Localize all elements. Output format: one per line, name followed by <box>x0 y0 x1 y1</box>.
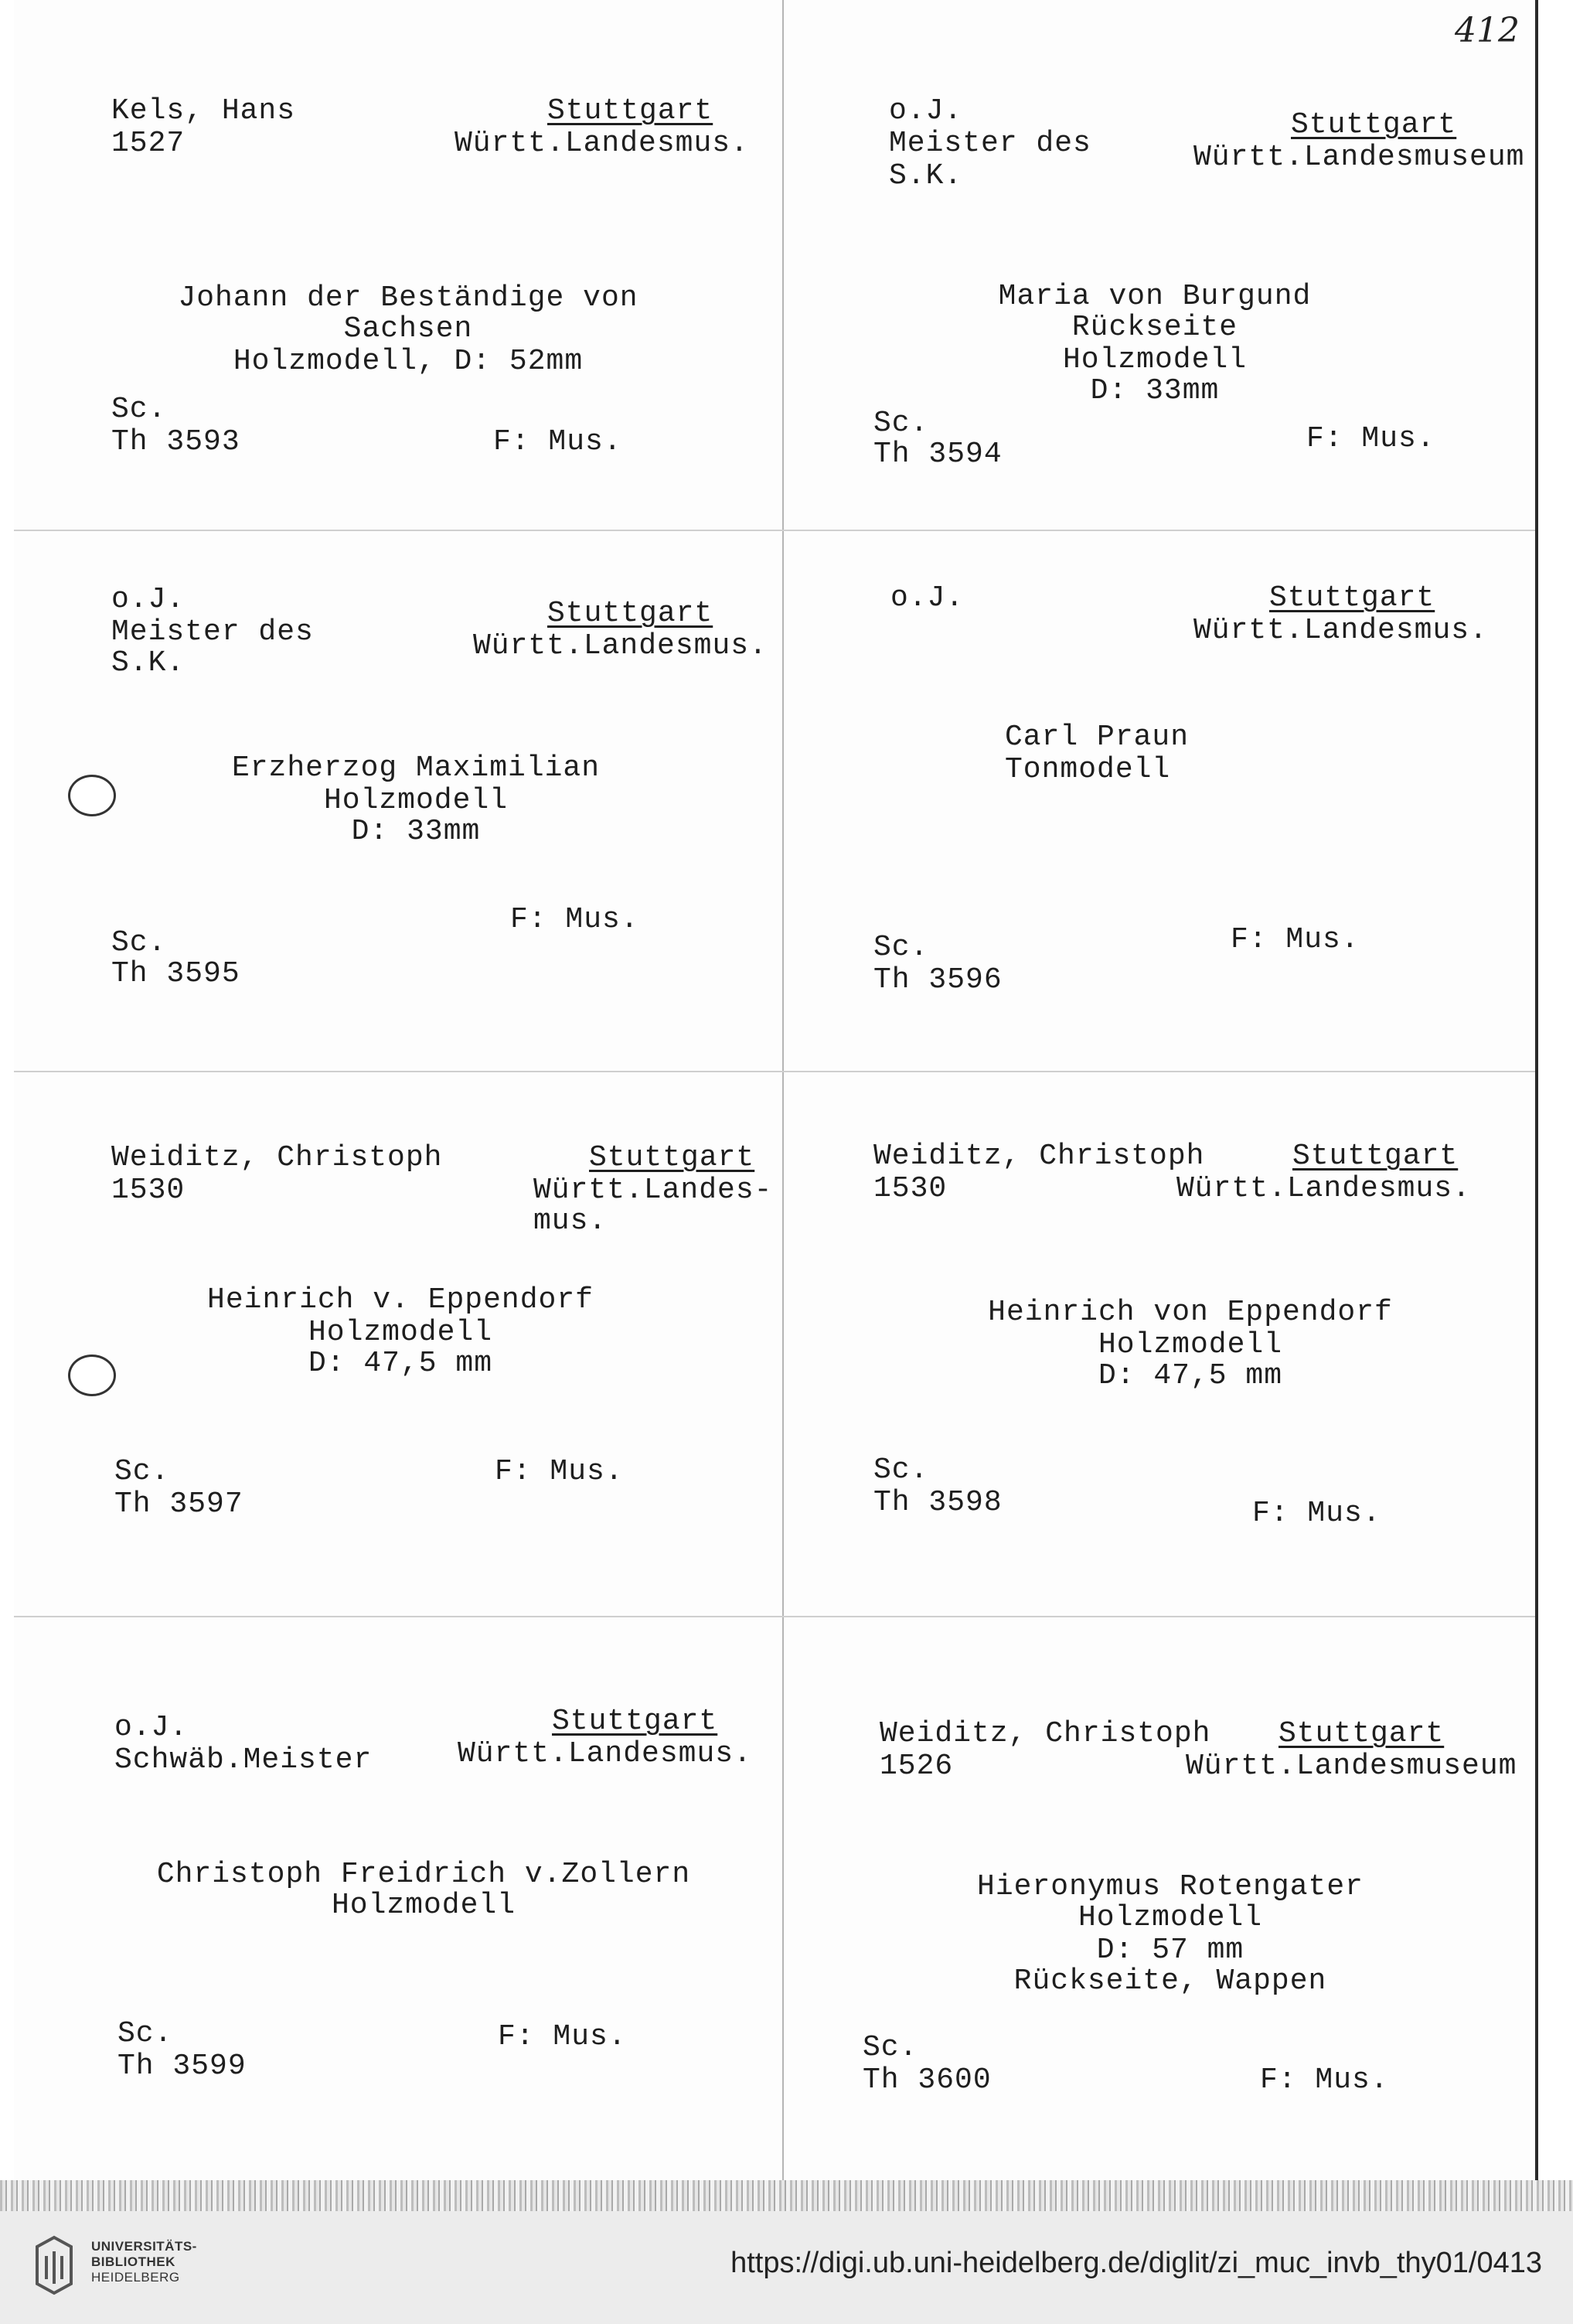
artist-line: Meister des <box>111 615 314 649</box>
catalog-card <box>784 1075 1549 1608</box>
photo-source: F: Mus. <box>1306 422 1435 455</box>
title-line: Rückseite, Wappen <box>1013 1964 1327 1998</box>
museum-label: Württ.Landesmus. <box>473 629 768 663</box>
museum-label: Württ.Landesmus. <box>458 1737 752 1770</box>
city-label: Stuttgart <box>1269 581 1435 615</box>
sc-label: Sc. <box>873 931 929 964</box>
title-line: Holzmodell <box>1078 1901 1263 1934</box>
museum-label: Württ.Landesmus. <box>455 127 749 160</box>
photo-source: F: Mus. <box>510 903 639 936</box>
date-line: o.J. <box>114 1711 189 1744</box>
library-logo-icon <box>31 2233 77 2298</box>
museum-label: mus. <box>533 1205 608 1238</box>
sc-label: Sc. <box>111 926 167 959</box>
artist-line: Weiditz, Christoph <box>880 1717 1211 1750</box>
museum-label: Württ.Landesmuseum <box>1193 141 1525 174</box>
city-label: Stuttgart <box>1291 108 1457 141</box>
city-label: Stuttgart <box>1278 1717 1445 1750</box>
city-label: Stuttgart <box>547 94 713 128</box>
title-line: Holzmodell <box>323 784 509 817</box>
title-line: Holzmodell, D: 52mm <box>233 345 584 378</box>
museum-label: Württ.Landesmuseum <box>1186 1750 1517 1783</box>
sc-label: Sc. <box>114 1455 170 1488</box>
photo-source: F: Mus. <box>1231 923 1360 956</box>
date-line: o.J. <box>111 583 186 616</box>
title-line: Holzmodell <box>1062 343 1248 377</box>
title-line: D: 33mm <box>351 815 481 848</box>
photo-source: F: Mus. <box>493 425 622 458</box>
title-line: Sachsen <box>343 312 473 346</box>
artist-line: Meister des <box>889 127 1091 160</box>
inventory-number: Th 3598 <box>873 1486 1003 1519</box>
card-divider-horizontal <box>14 1071 1537 1072</box>
date-line: 1527 <box>111 127 186 160</box>
museum-label: Württ.Landesmus. <box>1193 614 1488 647</box>
sc-label: Sc. <box>117 2017 173 2050</box>
catalog-card <box>14 1075 779 1608</box>
date-line: o.J. <box>890 581 965 615</box>
artist-line: Schwäb.Meister <box>114 1743 373 1777</box>
artist-line: Weiditz, Christoph <box>111 1141 443 1174</box>
scan-edge-strip <box>0 2180 1573 2211</box>
photo-source: F: Mus. <box>1252 1497 1381 1530</box>
photo-source: F: Mus. <box>1260 2063 1389 2097</box>
artist-line: S.K. <box>889 159 963 193</box>
handwritten-page-number: 412 <box>1455 11 1520 50</box>
photo-source: F: Mus. <box>495 1455 624 1488</box>
museum-label: Württ.Landesmus. <box>1176 1172 1471 1205</box>
title-line: D: 47,5 mm <box>1098 1359 1283 1392</box>
title-line: Heinrich von Eppendorf <box>988 1296 1393 1329</box>
title-line: Heinrich v. Eppendorf <box>207 1283 594 1317</box>
date-line: 1526 <box>880 1750 954 1783</box>
title-line: D: 33mm <box>1090 374 1220 407</box>
viewer-footer <box>0 2211 1573 2324</box>
inventory-number: Th 3594 <box>873 438 1003 471</box>
title-line: Carl Praun <box>1005 721 1190 754</box>
catalog-card <box>14 0 779 533</box>
title-line: Holzmodell <box>331 1889 516 1922</box>
title-line: Christoph Freidrich v.Zollern <box>156 1858 691 1891</box>
inventory-number: Th 3597 <box>114 1487 243 1521</box>
library-name-line: BIBLIOTHEK <box>91 2254 175 2269</box>
title-line: Tonmodell <box>1005 753 1171 786</box>
date-line: o.J. <box>889 94 963 128</box>
city-label: Stuttgart <box>589 1141 755 1174</box>
artist-line: S.K. <box>111 646 186 680</box>
title-line: D: 47,5 mm <box>308 1347 493 1380</box>
sc-label: Sc. <box>111 393 167 426</box>
date-line: 1530 <box>873 1172 948 1205</box>
sc-label: Sc. <box>863 2031 918 2064</box>
sc-label: Sc. <box>873 1453 929 1487</box>
inventory-number: Th 3596 <box>873 963 1003 997</box>
inventory-number: Th 3593 <box>111 425 240 458</box>
title-line: Rückseite <box>1071 311 1238 344</box>
library-name-line: HEIDELBERG <box>91 2270 180 2285</box>
catalog-card <box>14 1620 779 2153</box>
city-label: Stuttgart <box>1292 1140 1459 1173</box>
city-label: Stuttgart <box>547 597 713 630</box>
title-line: Johann der Beständige von <box>178 281 638 315</box>
library-name <box>91 2239 197 2285</box>
card-divider-horizontal <box>14 1616 1537 1617</box>
sc-label: Sc. <box>873 407 929 440</box>
museum-label: Württ.Landes- <box>533 1174 773 1207</box>
title-line: Holzmodell <box>1098 1328 1283 1361</box>
title-line: Hieronymus Rotengater <box>977 1870 1364 1903</box>
date-line: 1530 <box>111 1174 186 1207</box>
permalink-url[interactable]: https://digi.ub.uni-heidelberg.de/diglit/zi_muc_invb_thy01/0413 <box>730 2247 1542 2279</box>
city-label: Stuttgart <box>552 1705 718 1738</box>
artist-line: Weiditz, Christoph <box>873 1140 1205 1173</box>
inventory-number: Th 3595 <box>111 957 240 990</box>
catalog-card <box>14 533 779 1067</box>
library-name-line: UNIVERSITÄTS- <box>91 2239 197 2254</box>
title-line: Holzmodell <box>308 1316 493 1349</box>
title-line: Erzherzog Maximilian <box>231 751 601 785</box>
catalog-card <box>784 0 1549 533</box>
catalog-card <box>784 1620 1549 2153</box>
inventory-number: Th 3600 <box>863 2063 992 2097</box>
title-line: D: 57 mm <box>1096 1934 1244 1967</box>
inventory-number: Th 3599 <box>117 2050 247 2083</box>
photo-source: F: Mus. <box>498 2020 627 2053</box>
title-line: Maria von Burgund <box>998 280 1312 313</box>
artist-line: Kels, Hans <box>111 94 296 128</box>
catalog-card <box>784 533 1549 1067</box>
